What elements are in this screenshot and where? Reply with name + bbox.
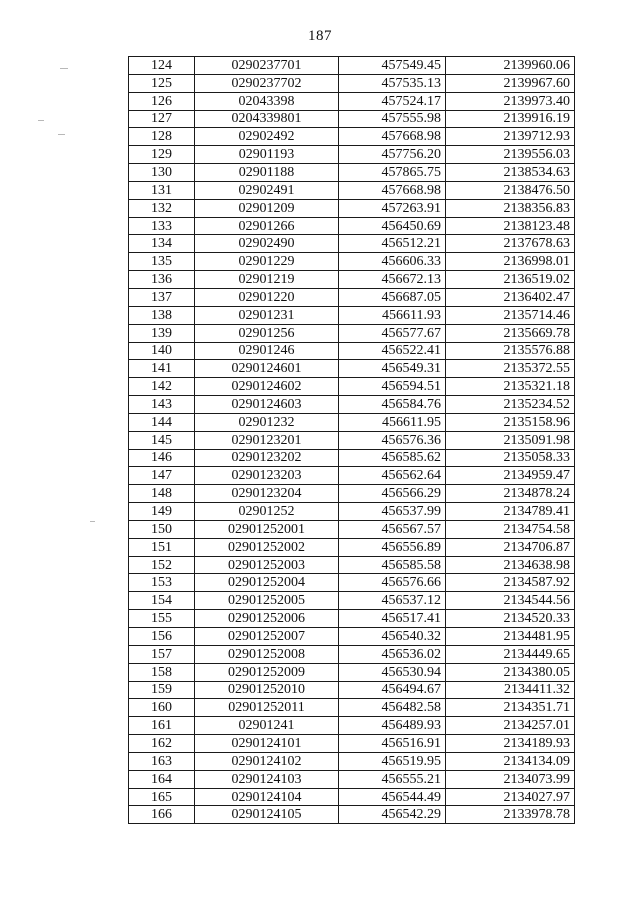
table-row bbox=[129, 199, 575, 217]
point-id-cell: 0290237701 bbox=[195, 57, 339, 75]
point-id-cell: 02901252009 bbox=[195, 663, 339, 681]
x-coordinate-cell: 456594.51 bbox=[339, 378, 446, 396]
x-coordinate-cell: 456576.36 bbox=[339, 431, 446, 449]
point-id-cell: 02901252002 bbox=[195, 538, 339, 556]
point-id-cell: 0290124101 bbox=[195, 735, 339, 753]
table-row bbox=[129, 235, 575, 253]
point-id-cell: 02901256 bbox=[195, 324, 339, 342]
point-id-cell: 0290124105 bbox=[195, 806, 339, 824]
x-coordinate-cell: 456611.93 bbox=[339, 306, 446, 324]
x-coordinate-cell: 456516.91 bbox=[339, 735, 446, 753]
x-coordinate-cell: 456512.21 bbox=[339, 235, 446, 253]
y-coordinate-cell: 2134638.98 bbox=[446, 556, 575, 574]
point-id-cell: 02902491 bbox=[195, 181, 339, 199]
table-row bbox=[129, 57, 575, 75]
table-row bbox=[129, 503, 575, 521]
table-row bbox=[129, 128, 575, 146]
y-coordinate-cell: 2138534.63 bbox=[446, 164, 575, 182]
scan-speck bbox=[58, 134, 65, 135]
row-number-cell: 138 bbox=[129, 306, 195, 324]
table-row bbox=[129, 574, 575, 592]
row-number-cell: 137 bbox=[129, 288, 195, 306]
point-id-cell: 02043398 bbox=[195, 92, 339, 110]
y-coordinate-cell: 2138356.83 bbox=[446, 199, 575, 217]
row-number-cell: 160 bbox=[129, 699, 195, 717]
x-coordinate-cell: 456687.05 bbox=[339, 288, 446, 306]
row-number-cell: 132 bbox=[129, 199, 195, 217]
y-coordinate-cell: 2134878.24 bbox=[446, 485, 575, 503]
point-id-cell: 02901252001 bbox=[195, 520, 339, 538]
row-number-cell: 129 bbox=[129, 146, 195, 164]
point-id-cell: 02901232 bbox=[195, 413, 339, 431]
x-coordinate-cell: 456522.41 bbox=[339, 342, 446, 360]
point-id-cell: 0290124102 bbox=[195, 752, 339, 770]
x-coordinate-cell: 456519.95 bbox=[339, 752, 446, 770]
y-coordinate-cell: 2133978.78 bbox=[446, 806, 575, 824]
y-coordinate-cell: 2134481.95 bbox=[446, 628, 575, 646]
point-id-cell: 02901229 bbox=[195, 253, 339, 271]
x-coordinate-cell: 456585.58 bbox=[339, 556, 446, 574]
x-coordinate-cell: 457549.45 bbox=[339, 57, 446, 75]
x-coordinate-cell: 457263.91 bbox=[339, 199, 446, 217]
row-number-cell: 131 bbox=[129, 181, 195, 199]
point-id-cell: 0290124602 bbox=[195, 378, 339, 396]
row-number-cell: 149 bbox=[129, 503, 195, 521]
x-coordinate-cell: 456536.02 bbox=[339, 645, 446, 663]
table-row bbox=[129, 92, 575, 110]
row-number-cell: 144 bbox=[129, 413, 195, 431]
table-row bbox=[129, 520, 575, 538]
point-id-cell: 02901241 bbox=[195, 717, 339, 735]
row-number-cell: 126 bbox=[129, 92, 195, 110]
x-coordinate-cell: 456584.76 bbox=[339, 396, 446, 414]
x-coordinate-cell: 456517.41 bbox=[339, 610, 446, 628]
row-number-cell: 128 bbox=[129, 128, 195, 146]
row-number-cell: 147 bbox=[129, 467, 195, 485]
y-coordinate-cell: 2134587.92 bbox=[446, 574, 575, 592]
y-coordinate-cell: 2134706.87 bbox=[446, 538, 575, 556]
row-number-cell: 155 bbox=[129, 610, 195, 628]
y-coordinate-cell: 2139556.03 bbox=[446, 146, 575, 164]
coordinates-table bbox=[128, 56, 575, 824]
y-coordinate-cell: 2134789.41 bbox=[446, 503, 575, 521]
row-number-cell: 143 bbox=[129, 396, 195, 414]
row-number-cell: 154 bbox=[129, 592, 195, 610]
row-number-cell: 141 bbox=[129, 360, 195, 378]
row-number-cell: 157 bbox=[129, 645, 195, 663]
row-number-cell: 127 bbox=[129, 110, 195, 128]
y-coordinate-cell: 2134544.56 bbox=[446, 592, 575, 610]
point-id-cell: 0290123204 bbox=[195, 485, 339, 503]
x-coordinate-cell: 456450.69 bbox=[339, 217, 446, 235]
row-number-cell: 165 bbox=[129, 788, 195, 806]
y-coordinate-cell: 2135091.98 bbox=[446, 431, 575, 449]
point-id-cell: 02902492 bbox=[195, 128, 339, 146]
y-coordinate-cell: 2134411.32 bbox=[446, 681, 575, 699]
point-id-cell: 02901209 bbox=[195, 199, 339, 217]
row-number-cell: 145 bbox=[129, 431, 195, 449]
x-coordinate-cell: 457756.20 bbox=[339, 146, 446, 164]
x-coordinate-cell: 456577.67 bbox=[339, 324, 446, 342]
x-coordinate-cell: 456540.32 bbox=[339, 628, 446, 646]
y-coordinate-cell: 2139712.93 bbox=[446, 128, 575, 146]
point-id-cell: 02901252004 bbox=[195, 574, 339, 592]
row-number-cell: 161 bbox=[129, 717, 195, 735]
x-coordinate-cell: 456556.89 bbox=[339, 538, 446, 556]
point-id-cell: 02901252 bbox=[195, 503, 339, 521]
x-coordinate-cell: 456585.62 bbox=[339, 449, 446, 467]
table-row bbox=[129, 752, 575, 770]
point-id-cell: 02901246 bbox=[195, 342, 339, 360]
point-id-cell: 02901266 bbox=[195, 217, 339, 235]
x-coordinate-cell: 456544.49 bbox=[339, 788, 446, 806]
point-id-cell: 0290124104 bbox=[195, 788, 339, 806]
table-row bbox=[129, 592, 575, 610]
table-row bbox=[129, 610, 575, 628]
table-row bbox=[129, 717, 575, 735]
x-coordinate-cell: 456567.57 bbox=[339, 520, 446, 538]
point-id-cell: 0290124601 bbox=[195, 360, 339, 378]
row-number-cell: 151 bbox=[129, 538, 195, 556]
row-number-cell: 136 bbox=[129, 271, 195, 289]
row-number-cell: 146 bbox=[129, 449, 195, 467]
y-coordinate-cell: 2138123.48 bbox=[446, 217, 575, 235]
table-row bbox=[129, 431, 575, 449]
x-coordinate-cell: 456606.33 bbox=[339, 253, 446, 271]
point-id-cell: 02901252003 bbox=[195, 556, 339, 574]
point-id-cell: 02901219 bbox=[195, 271, 339, 289]
x-coordinate-cell: 457865.75 bbox=[339, 164, 446, 182]
point-id-cell: 02901188 bbox=[195, 164, 339, 182]
point-id-cell: 0290124103 bbox=[195, 770, 339, 788]
x-coordinate-cell: 456537.12 bbox=[339, 592, 446, 610]
table-row bbox=[129, 306, 575, 324]
table-row bbox=[129, 342, 575, 360]
row-number-cell: 140 bbox=[129, 342, 195, 360]
point-id-cell: 02901231 bbox=[195, 306, 339, 324]
x-coordinate-cell: 457535.13 bbox=[339, 74, 446, 92]
point-id-cell: 02901252010 bbox=[195, 681, 339, 699]
table-row bbox=[129, 324, 575, 342]
row-number-cell: 162 bbox=[129, 735, 195, 753]
row-number-cell: 163 bbox=[129, 752, 195, 770]
table-row bbox=[129, 788, 575, 806]
y-coordinate-cell: 2135372.55 bbox=[446, 360, 575, 378]
table-row bbox=[129, 288, 575, 306]
point-id-cell: 02901220 bbox=[195, 288, 339, 306]
table-row bbox=[129, 770, 575, 788]
y-coordinate-cell: 2134257.01 bbox=[446, 717, 575, 735]
x-coordinate-cell: 457668.98 bbox=[339, 181, 446, 199]
row-number-cell: 142 bbox=[129, 378, 195, 396]
point-id-cell: 02901252007 bbox=[195, 628, 339, 646]
table-row bbox=[129, 538, 575, 556]
table-row bbox=[129, 74, 575, 92]
x-coordinate-cell: 457555.98 bbox=[339, 110, 446, 128]
table-row bbox=[129, 413, 575, 431]
y-coordinate-cell: 2139960.06 bbox=[446, 57, 575, 75]
point-id-cell: 0290123203 bbox=[195, 467, 339, 485]
point-id-cell: 02901193 bbox=[195, 146, 339, 164]
table-row bbox=[129, 378, 575, 396]
y-coordinate-cell: 2134073.99 bbox=[446, 770, 575, 788]
y-coordinate-cell: 2134189.93 bbox=[446, 735, 575, 753]
table-row bbox=[129, 164, 575, 182]
table-body bbox=[129, 57, 575, 824]
x-coordinate-cell: 456549.31 bbox=[339, 360, 446, 378]
x-coordinate-cell: 456482.58 bbox=[339, 699, 446, 717]
scan-speck bbox=[90, 521, 95, 522]
row-number-cell: 159 bbox=[129, 681, 195, 699]
table-row bbox=[129, 681, 575, 699]
point-id-cell: 02901252006 bbox=[195, 610, 339, 628]
row-number-cell: 125 bbox=[129, 74, 195, 92]
y-coordinate-cell: 2139916.19 bbox=[446, 110, 575, 128]
row-number-cell: 166 bbox=[129, 806, 195, 824]
y-coordinate-cell: 2135234.52 bbox=[446, 396, 575, 414]
y-coordinate-cell: 2134449.65 bbox=[446, 645, 575, 663]
x-coordinate-cell: 456566.29 bbox=[339, 485, 446, 503]
row-number-cell: 150 bbox=[129, 520, 195, 538]
table-row bbox=[129, 181, 575, 199]
point-id-cell: 0204339801 bbox=[195, 110, 339, 128]
y-coordinate-cell: 2134134.09 bbox=[446, 752, 575, 770]
y-coordinate-cell: 2135158.96 bbox=[446, 413, 575, 431]
y-coordinate-cell: 2139967.60 bbox=[446, 74, 575, 92]
x-coordinate-cell: 456562.64 bbox=[339, 467, 446, 485]
row-number-cell: 130 bbox=[129, 164, 195, 182]
table-row bbox=[129, 253, 575, 271]
y-coordinate-cell: 2139973.40 bbox=[446, 92, 575, 110]
table-row bbox=[129, 449, 575, 467]
point-id-cell: 02901252011 bbox=[195, 699, 339, 717]
table-row bbox=[129, 467, 575, 485]
table-row bbox=[129, 699, 575, 717]
row-number-cell: 153 bbox=[129, 574, 195, 592]
y-coordinate-cell: 2135714.46 bbox=[446, 306, 575, 324]
x-coordinate-cell: 456555.21 bbox=[339, 770, 446, 788]
y-coordinate-cell: 2134027.97 bbox=[446, 788, 575, 806]
y-coordinate-cell: 2134959.47 bbox=[446, 467, 575, 485]
table-row bbox=[129, 271, 575, 289]
table-row bbox=[129, 735, 575, 753]
scan-speck bbox=[38, 120, 44, 121]
point-id-cell: 0290123202 bbox=[195, 449, 339, 467]
x-coordinate-cell: 456489.93 bbox=[339, 717, 446, 735]
table-row bbox=[129, 396, 575, 414]
table-row bbox=[129, 110, 575, 128]
y-coordinate-cell: 2136998.01 bbox=[446, 253, 575, 271]
row-number-cell: 152 bbox=[129, 556, 195, 574]
x-coordinate-cell: 456576.66 bbox=[339, 574, 446, 592]
row-number-cell: 139 bbox=[129, 324, 195, 342]
point-id-cell: 0290123201 bbox=[195, 431, 339, 449]
table-row bbox=[129, 556, 575, 574]
y-coordinate-cell: 2134351.71 bbox=[446, 699, 575, 717]
point-id-cell: 02901252008 bbox=[195, 645, 339, 663]
y-coordinate-cell: 2134380.05 bbox=[446, 663, 575, 681]
scan-speck bbox=[60, 68, 68, 69]
point-id-cell: 02901252005 bbox=[195, 592, 339, 610]
table-row bbox=[129, 628, 575, 646]
row-number-cell: 133 bbox=[129, 217, 195, 235]
x-coordinate-cell: 457668.98 bbox=[339, 128, 446, 146]
y-coordinate-cell: 2134754.58 bbox=[446, 520, 575, 538]
page-number: 187 bbox=[308, 28, 332, 44]
x-coordinate-cell: 457524.17 bbox=[339, 92, 446, 110]
table-row bbox=[129, 663, 575, 681]
y-coordinate-cell: 2135058.33 bbox=[446, 449, 575, 467]
table-row bbox=[129, 146, 575, 164]
y-coordinate-cell: 2137678.63 bbox=[446, 235, 575, 253]
row-number-cell: 124 bbox=[129, 57, 195, 75]
y-coordinate-cell: 2136402.47 bbox=[446, 288, 575, 306]
x-coordinate-cell: 456494.67 bbox=[339, 681, 446, 699]
row-number-cell: 134 bbox=[129, 235, 195, 253]
x-coordinate-cell: 456530.94 bbox=[339, 663, 446, 681]
x-coordinate-cell: 456611.95 bbox=[339, 413, 446, 431]
y-coordinate-cell: 2136519.02 bbox=[446, 271, 575, 289]
table-row bbox=[129, 217, 575, 235]
row-number-cell: 158 bbox=[129, 663, 195, 681]
y-coordinate-cell: 2135321.18 bbox=[446, 378, 575, 396]
row-number-cell: 135 bbox=[129, 253, 195, 271]
point-id-cell: 0290124603 bbox=[195, 396, 339, 414]
y-coordinate-cell: 2135669.78 bbox=[446, 324, 575, 342]
x-coordinate-cell: 456537.99 bbox=[339, 503, 446, 521]
y-coordinate-cell: 2138476.50 bbox=[446, 181, 575, 199]
x-coordinate-cell: 456542.29 bbox=[339, 806, 446, 824]
row-number-cell: 164 bbox=[129, 770, 195, 788]
y-coordinate-cell: 2134520.33 bbox=[446, 610, 575, 628]
point-id-cell: 02902490 bbox=[195, 235, 339, 253]
point-id-cell: 0290237702 bbox=[195, 74, 339, 92]
table-row bbox=[129, 360, 575, 378]
row-number-cell: 156 bbox=[129, 628, 195, 646]
row-number-cell: 148 bbox=[129, 485, 195, 503]
table-row bbox=[129, 645, 575, 663]
table-row bbox=[129, 806, 575, 824]
table-row bbox=[129, 485, 575, 503]
x-coordinate-cell: 456672.13 bbox=[339, 271, 446, 289]
y-coordinate-cell: 2135576.88 bbox=[446, 342, 575, 360]
